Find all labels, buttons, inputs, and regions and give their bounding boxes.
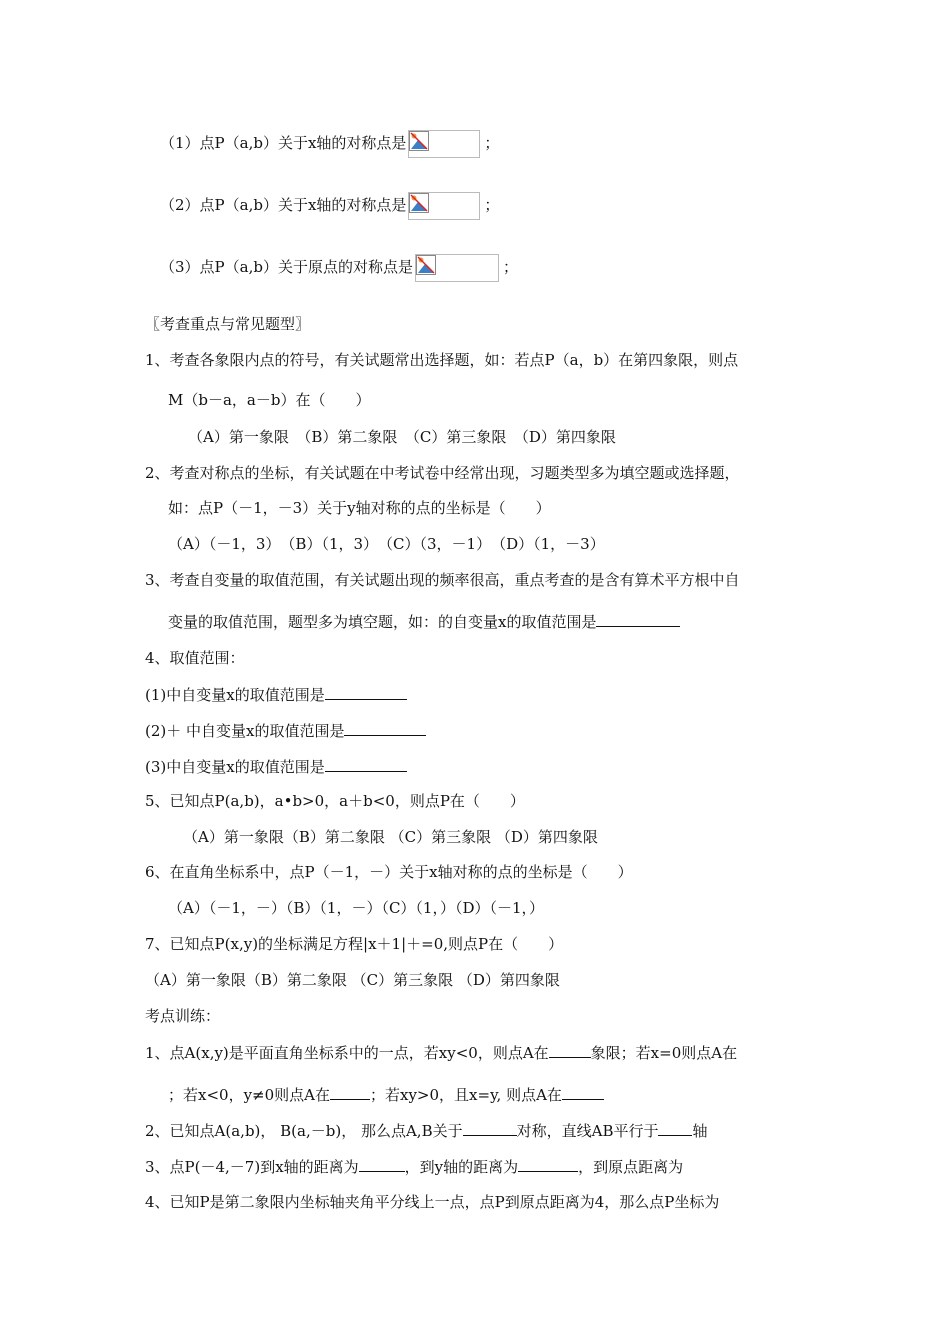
answer-blank (325, 684, 407, 700)
answer-blank (518, 1156, 578, 1172)
answer-blank (658, 1120, 692, 1136)
q4-item-3: (3)中自变量x的取值范围是 (145, 756, 407, 777)
q5-line1: 5、已知点P(a,b)，a•b>0，a＋b<0，则点P在（ ） (145, 792, 525, 810)
t3-line: 3、点P(－4,－7)到x轴的距离为 ，到y轴的距离为 ，到原点距离为 (145, 1158, 684, 1176)
training-title: 考点训练： (145, 1007, 221, 1025)
answer-blank (463, 1120, 517, 1136)
image-placeholder (408, 130, 480, 158)
image-placeholder (415, 254, 499, 282)
q6-options: （A）（－1，－）（B）（1，－）（C）（1，）（D）（－1，） (168, 899, 545, 917)
answer-blank (330, 1084, 370, 1100)
symmetry-item-3: （3）点P（a,b）关于原点的对称点是 ； (160, 254, 518, 282)
q2-line2: 如：点P（－1，－3）关于y轴对称的点的坐标是（ ） (168, 499, 551, 517)
image-placeholder (408, 192, 480, 220)
symmetry-item-2: （2）点P（a,b）关于x轴的对称点是 ； (160, 192, 499, 220)
answer-blank (325, 756, 407, 772)
q3-line1: 3、考查自变量的取值范围，有关试题出现的频率很高，重点考查的是含有算术平方根中自 (145, 571, 740, 589)
q7-options: （A）第一象限（B）第二象限 （C）第三象限 （D）第四象限 (145, 971, 560, 989)
symmetry-item-1: （1）点P（a,b）关于x轴的对称点是 ； (160, 130, 499, 158)
q2-line1: 2、考查对称点的坐标，有关试题在中考试卷中经常出现，习题类型多为填空题或选择题， (145, 464, 740, 482)
answer-blank (562, 1084, 604, 1100)
q5-options: （A）第一象限（B）第二象限 （C）第三象限 （D）第四象限 (183, 828, 598, 846)
answer-blank (549, 1042, 591, 1058)
broken-image-icon (409, 131, 429, 151)
broken-image-icon (416, 255, 436, 275)
q2-options: （A）（－1，3） （B）（1，3） （C）（3，－1） （D）（1，－3） (168, 535, 605, 553)
t1-line2: ；若x<0，y≠0则点A在 ；若xy>0，且x=y, 则点A在 (168, 1084, 604, 1105)
q4-title: 4、取值范围： (145, 649, 245, 667)
q7-line1: 7、已知点P(x,y)的坐标满足方程|x＋1|＋=0,则点P在（ ） (145, 935, 564, 953)
q3-line2: 变量的取值范围，题型多为填空题，如：的自变量x的取值范围是 (168, 611, 680, 632)
q1-options: （A）第一象限 （B）第二象限 （C）第三象限 （D）第四象限 (188, 428, 616, 446)
t2-line: 2、已知点A(a,b)， B(a,－b)， 那么点A,B关于 对称，直线AB平行于 轴 (145, 1122, 708, 1140)
broken-image-icon (409, 193, 429, 213)
q4-item-2: (2)＋ 中自变量x的取值范围是 (145, 720, 426, 741)
t4-line: 4、已知P是第二象限内坐标轴夹角平分线上一点，点P到原点距离为4，那么点P坐标为 (145, 1193, 720, 1211)
answer-blank (596, 611, 680, 627)
answer-blank (344, 720, 426, 736)
t1-line1: 1、点A(x,y)是平面直角坐标系中的一点，若xy<0，则点A在 象限；若x=0则点A在 (145, 1044, 738, 1062)
q4-item-1: (1)中自变量x的取值范围是 (145, 684, 407, 705)
answer-blank (359, 1156, 405, 1172)
section-title: 〖考查重点与常见题型〗 (145, 315, 311, 333)
q1-line2: M（b－a，a－b）在（ ） (168, 391, 371, 409)
q1-line1: 1、考查各象限内点的符号，有关试题常出选择题，如：若点P（a，b）在第四象限，则点 (145, 351, 739, 369)
q6-line1: 6、在直角坐标系中，点P（－1，－）关于x轴对称的点的坐标是（ ） (145, 863, 633, 881)
